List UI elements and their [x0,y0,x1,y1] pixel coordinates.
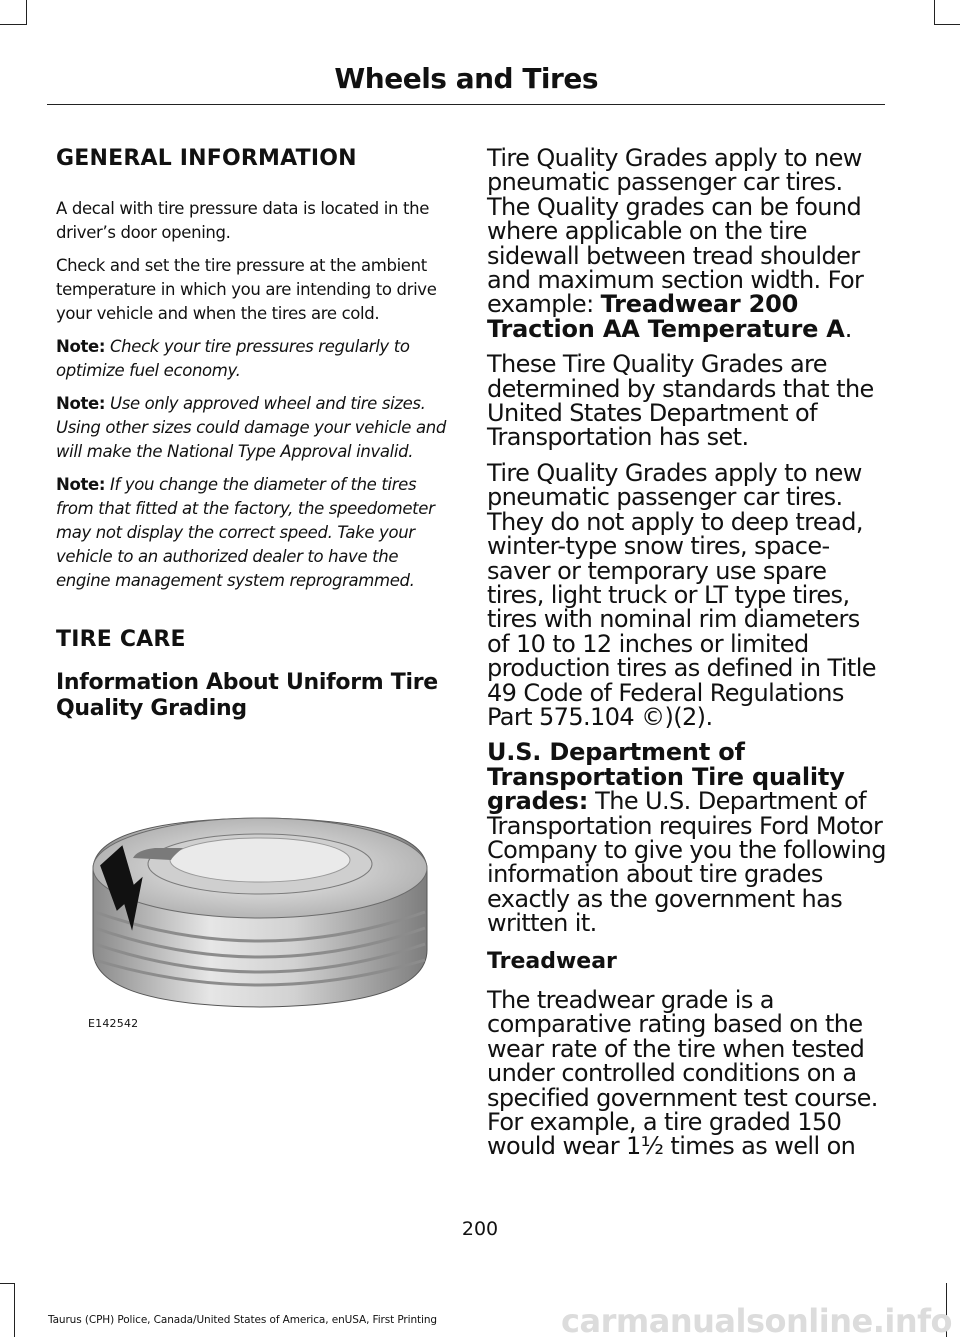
paragraph-end: . [844,314,852,343]
left-column [56,146,448,722]
note-label: Note: [56,394,106,413]
page-header-title: Wheels and Tires [334,62,598,95]
heading-general-information: GENERAL INFORMATION [56,146,357,171]
right-column [487,146,887,1159]
crop-mark [0,24,26,25]
paragraph-standards: These Tire Quality Grades are determined by standards that the United States Department of Transportation has set. [487,350,874,452]
note-text: If you change the diameter of the tires from that fitted at the factory, the speedometer may not display the correct speed. Take your vehicle to an authorized dealer to have the engine management system reprogrammed. [56,475,435,590]
crop-mark [14,1283,15,1337]
paragraph-treadwear: The treadwear grade is a comparative rating based on the wear rate of the tire when tested under controlled conditions on a specified government test course. For example, a tire graded 150 would wear 1½ times as well on [487,986,878,1161]
watermark: carmanualsonline.info [561,1302,952,1340]
figure-code: E142542 [88,1017,139,1030]
note-label: Note: [56,475,106,494]
tire-illustration [85,800,435,1035]
paragraph-check-pressure: Check and set the tire pressure at the ambient temperature in which you are intending to drive your vehicle and when the tires are cold. [56,256,437,323]
note-text: Use only approved wheel and tire sizes. Using other sizes could damage your vehicle and will make the National Type Approval invalid. [56,394,446,461]
page-number: 200 [461,1218,499,1240]
subheading-uniform-tire-quality-grading: Information About Uniform Tire Quality Grading [56,670,438,721]
paragraph-text: Tire Quality Grades apply to new pneumatic passenger car tires. The Quality grades can be found where applicable on the tire sidewall between tread shoulder and maximum section width. For example: [487,144,864,319]
example-grade: Treadwear 200 Traction AA Temperature A [487,290,845,343]
dot-heading: U.S. Department of Transportation Tire quality grades: [487,738,845,816]
note-diameter-change [56,473,448,593]
note-label: Note: [56,337,106,356]
heading-tire-care: TIRE CARE [56,627,186,652]
paragraph-text: The U.S. Department of Transportation requires Ford Motor Company to give you the following information about tire grades exactly as the government has written it. [487,787,886,938]
note-approved-sizes [56,392,448,464]
note-fuel-economy [56,335,448,383]
heading-treadwear: Treadwear [487,948,617,974]
crop-mark [0,1283,14,1284]
crop-mark [934,0,935,25]
crop-mark [934,24,960,25]
paragraph-quality-grades [487,146,887,341]
footer-text: Taurus (CPH) Police, Canada/United States of America, enUSA, First Printing [48,1314,437,1326]
note-text: Check your tire pressures regularly to optimize fuel economy. [56,337,410,380]
paragraph-exclusions: Tire Quality Grades apply to new pneumatic passenger car tires. They do not apply to deep tread, winter-type snow tires, space-saver or temporary use spare tires, light truck or LT type tires, tires with nominal rim diameters of 10 to 12 inches or limited production tires as defined in Title 49 Code of Federal Regulations Part 575.104 ©)(2). [487,458,876,731]
paragraph-dot-grades [487,738,887,938]
paragraph-decal: A decal with tire pressure data is located in the driver’s door opening. [56,199,430,242]
header-divider [47,104,885,105]
crop-mark [26,0,27,25]
